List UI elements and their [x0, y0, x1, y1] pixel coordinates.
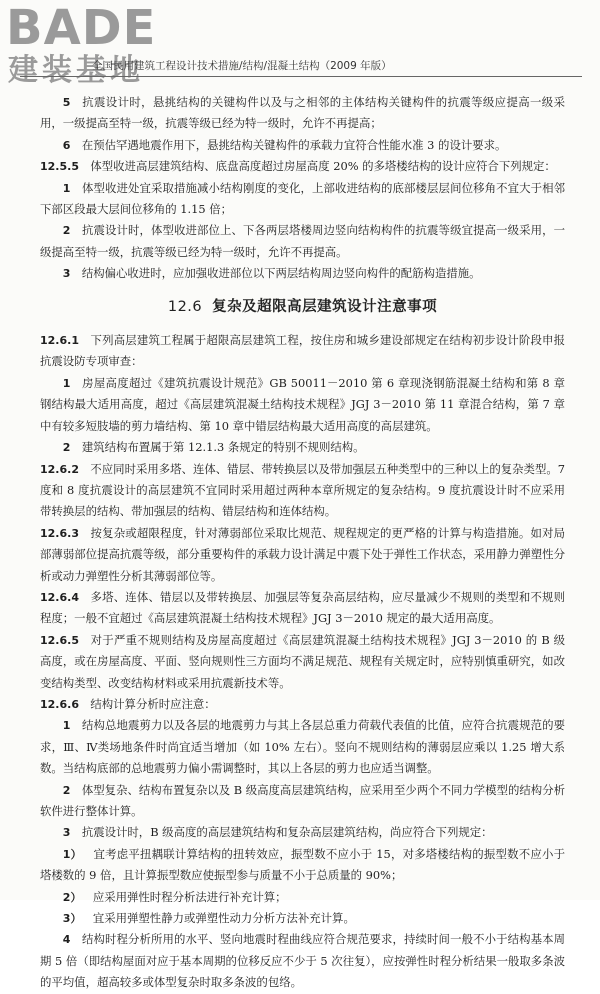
- item-paragraph: [40, 220, 565, 263]
- item-paragraph: [40, 92, 565, 135]
- paragraph-number: 12.6.5: [40, 633, 79, 647]
- clause-paragraph: [40, 523, 565, 587]
- paragraph-text: 按复杂或超限程度，针对薄弱部位采取比规范、规程规定的更严格的计算与构造措施。如对局部薄弱部位提高抗震等级，部分重要构件的承载力设计满足中震下处于弹性工作状态，采用静力弹塑性分析或动力弹塑性分析其薄弱部位等。: [40, 525, 565, 583]
- paragraph-text: 应采用弹性时程分析法进行补充计算；: [92, 889, 287, 904]
- paragraph-number: 5: [62, 96, 71, 109]
- paragraph-number: 12.6.1: [40, 334, 79, 348]
- paragraph-number: 2: [62, 441, 71, 455]
- section-title-text: 复杂及超限高层建筑设计注意事项: [212, 298, 438, 315]
- paragraph-text: 房屋高度超过《建筑抗震设计规范》GB 50011－2010 第 6 章现浇钢筋混凝土结构和第 8 章钢结构最大适用高度，超过《高层建筑混凝土结构技术规程》JGJ 3－2010 第 11 章混合结构，第 7 章中有较多短肢墙的剪力墙结构、第 10 章中错层结构最大适用高度的高层建筑。: [40, 375, 565, 433]
- brand-latin-text: BADE: [6, 0, 157, 56]
- item-paragraph: [40, 263, 565, 284]
- header-divider: [20, 76, 582, 77]
- paragraph-text: 结构总地震剪力以及各层的地震剪力与其上各层总重力荷载代表值的比值，应符合抗震规范的要求，Ⅲ、Ⅳ类场地条件时尚宜适当增加（如 10% 左右）。竖向不规则结构的薄弱层应乘以 1.25 增大系数。当结构底部的总地震剪力偏小需调整时，其以上各层的剪力也应适当调整。: [40, 718, 565, 776]
- paragraph-text: 抗震设计时，悬挑结构的关键构件以及与之相邻的主体结构关键构件的抗震等级应提高一级采用，一级提高至特一级，抗震等级已经为特一级时，允许不再提高；: [40, 95, 565, 131]
- paragraph-text: 结构计算分析时应注意：: [90, 696, 216, 711]
- paragraph-number: 12.5.5: [40, 160, 79, 174]
- paragraph-text: 下列高层建筑工程属于超限高层建筑工程，按住房和城乡建设部规定在结构初步设计阶段申报抗震设防专项审查：: [40, 333, 565, 369]
- paragraph-number: 12.6.2: [40, 462, 79, 476]
- paragraph-number: 3: [62, 267, 71, 281]
- paragraph-number: 3: [62, 826, 71, 840]
- paragraph-text: 结构偏心收进时，应加强收进部位以下两层结构周边竖向构件的配筋构造措施。: [81, 266, 481, 281]
- item-paragraph: [40, 908, 565, 929]
- section-heading: [40, 297, 565, 318]
- clause-paragraph: [40, 694, 565, 715]
- brand-watermark-logo: [6, 0, 176, 96]
- section-number: 12.6: [167, 298, 203, 315]
- paragraph-number: 12.6.4: [40, 590, 79, 604]
- paragraph-text: 体型收进高层建筑结构、底盘高度超过房屋高度 20% 的多塔楼结构的设计应符合下列规定：: [90, 159, 556, 174]
- paragraph-text: 宜采用弹塑性静力或弹塑性动力分析方法补充计算。: [92, 911, 355, 926]
- item-paragraph: [40, 178, 565, 221]
- paragraph-number: 1: [62, 181, 71, 195]
- clause-paragraph: [40, 330, 565, 373]
- paragraph-number: 1: [62, 719, 71, 733]
- paragraph-number: 3）: [62, 912, 82, 926]
- body-text: [40, 92, 565, 994]
- paragraph-text: 多塔、连体、错层以及带转换层、加强层等复杂高层结构，应尽量减少不规则的类型和不规则程度；一般不宜超过《高层建筑混凝土结构技术规程》JGJ 3－2010 规定的最大适用高度。: [40, 589, 565, 626]
- paragraph-number: 12.6.6: [40, 697, 79, 711]
- paragraph-text: 建筑结构布置属于第 12.1.3 条规定的特别不规则结构。: [81, 440, 365, 455]
- item-paragraph: [40, 437, 565, 458]
- paragraph-group-2: [40, 330, 565, 994]
- item-paragraph: [40, 715, 565, 779]
- paragraph-number: 1）: [62, 847, 82, 861]
- paragraph-text: 在预估罕遇地震作用下，悬挑结构关键构件的承载力宜符合性能水准 3 的设计要求。: [81, 137, 507, 152]
- running-header: 全国民用建筑工程设计技术措施/结构/混凝土结构（2009 年版）: [92, 60, 392, 72]
- paragraph-text: 结构时程分析所用的水平、竖向地震时程曲线应符合规范要求，持续时间一般不小于结构基本周期 5 倍（即结构屋面对应于基本周期的位移反应不少于 5 次往复），应按弹性时程分析结果一般取多条波的平均值，超高较多或体型复杂时取多条波的包络。: [40, 932, 565, 990]
- paragraph-number: 1: [62, 376, 71, 390]
- paragraph-text: 体型复杂、结构布置复杂以及 B 级高度高层建筑结构，应采用至少两个不同力学模型的结构分析软件进行整体计算。: [40, 782, 565, 818]
- brand-cn-text: 建装基地: [8, 53, 144, 88]
- paragraph-text: 抗震设计时，B 级高度的高层建筑结构和复杂高层建筑结构，尚应符合下列规定：: [81, 825, 493, 840]
- item-paragraph: [40, 373, 565, 437]
- paragraph-text: 对于严重不规则结构及房屋高度超过《高层建筑混凝土结构技术规程》JGJ 3－2010 的 B 级高度，或在房屋高度、平面、竖向规则性三方面均不满足规范、规程有关规定时，应特别慎重研究，如改变结构类型、改变结构材料或采用抗震新技术等。: [40, 632, 565, 690]
- paragraph-number: 2）: [62, 890, 82, 904]
- item-paragraph: [40, 780, 565, 823]
- paragraph-number: 2: [62, 224, 71, 238]
- paragraph-number: 6: [62, 138, 71, 152]
- item-paragraph: [40, 822, 565, 843]
- paragraph-group-1: [40, 92, 565, 285]
- clause-paragraph: [40, 459, 565, 523]
- paragraph-number: 2: [62, 783, 71, 797]
- paragraph-text: 不应同时采用多塔、连体、错层、带转换层以及带加强层五种类型中的三种以上的复杂类型。7 度和 8 度抗震设计的高层建筑不宜同时采用超过两种本章所规定的复杂结构。9 度抗震设计时不应采用带转换层的结构、带加强层的结构、错层结构和连体结构。: [40, 461, 565, 519]
- item-paragraph: [40, 135, 565, 156]
- clause-paragraph: [40, 630, 565, 694]
- item-paragraph: [40, 844, 565, 887]
- paragraph-number: 12.6.3: [40, 526, 79, 540]
- paragraph-text: 体型收进处宜采取措施减小结构刚度的变化，上部收进结构的底部楼层层间位移角不宜大于相邻下部区段最大层间位移角的 1.15 倍；: [40, 180, 565, 217]
- paragraph-text: 宜考虑平扭耦联计算结构的扭转效应，振型数不应小于 15，对多塔楼结构的振型数不应小于塔楼数的 9 倍，且计算振型数应使振型参与质量不小于总质量的 90%；: [40, 846, 566, 883]
- clause-paragraph: [40, 156, 565, 177]
- item-paragraph: [40, 887, 565, 908]
- paragraph-text: 抗震设计时，体型收进部位上、下各两层塔楼周边竖向结构构件的抗震等级宜提高一级采用，一级提高至特一级，抗震等级已经为特一级时，允许不再提高。: [40, 223, 565, 259]
- item-paragraph: [40, 929, 565, 993]
- clause-paragraph: [40, 587, 565, 630]
- paragraph-number: 4: [62, 933, 71, 947]
